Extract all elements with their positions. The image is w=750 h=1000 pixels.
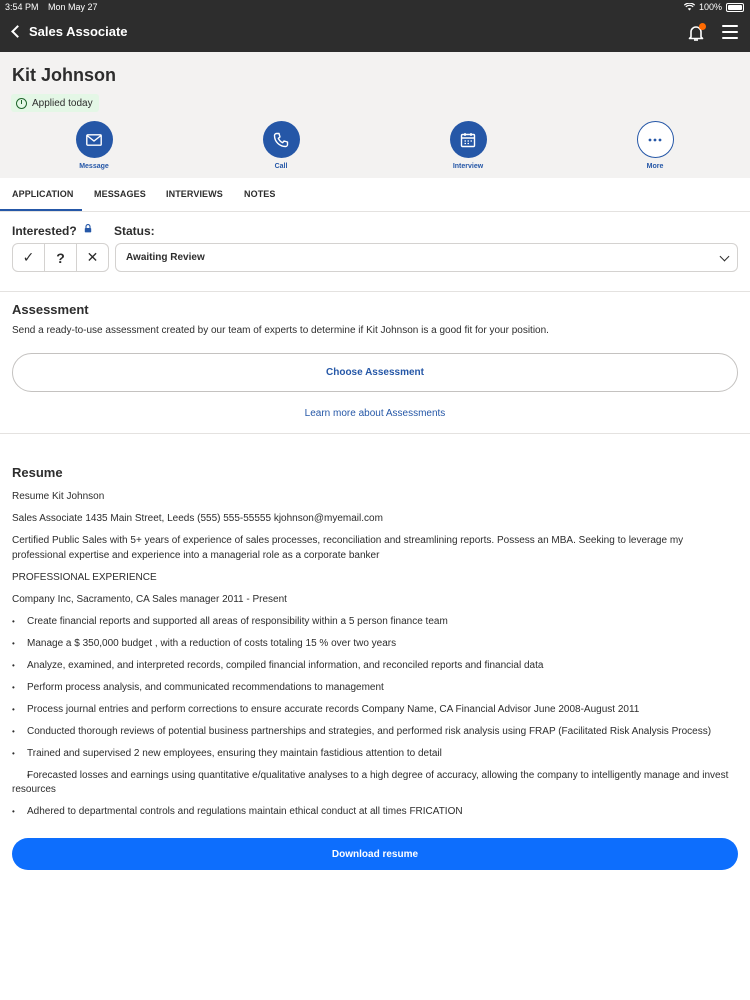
message-button[interactable] <box>76 121 113 158</box>
tab-application[interactable]: APPLICATION <box>12 189 74 199</box>
notification-dot <box>699 23 706 30</box>
resume-line: Sales Associate 1435 Main Street, Leeds (555) 555-55555 kjohnson@myemail.com <box>12 513 383 524</box>
resume-bullet: • Conducted thorough reviews of potential business partnerships and strategies, and performed risk analysis using FRAP (Facilitated Risk Analysis Process) <box>12 725 738 740</box>
chevron-left-icon <box>11 25 24 38</box>
call-button[interactable] <box>263 121 300 158</box>
assessment-title: Assessment <box>12 302 89 317</box>
status-date: Mon May 27 <box>48 2 98 12</box>
interview-label: Interview <box>452 163 484 170</box>
active-tab-indicator <box>0 209 82 211</box>
candidate-name: Kit Johnson <box>12 65 116 85</box>
notifications-button[interactable] <box>687 24 705 42</box>
wifi-icon <box>684 3 695 11</box>
battery-percent: 100% <box>698 2 722 12</box>
status-right <box>684 2 744 12</box>
choose-assessment-button[interactable]: Choose Assessment <box>12 353 738 392</box>
envelope-icon <box>86 134 102 146</box>
resume-body <box>12 490 738 827</box>
chevron-down-icon <box>720 252 730 262</box>
more-label: More <box>646 163 664 170</box>
download-resume-button[interactable]: Download resume <box>12 838 738 870</box>
more-icon <box>648 138 662 142</box>
nav-title: Sales Associate <box>29 24 128 39</box>
tab-interviews[interactable]: INTERVIEWS <box>166 189 223 199</box>
interested-yes-button[interactable]: ✓ <box>22 249 35 265</box>
tab-bar <box>0 178 750 212</box>
resume-line: PROFESSIONAL EXPERIENCE <box>12 571 157 583</box>
status-label: Status: <box>114 224 155 238</box>
resume-bullet: • Forecasted losses and earnings using quantitative e/qualitative analyses to a high degree of accuracy, allowing the company to intelligently manage and invest resources <box>12 769 738 798</box>
candidate-header <box>0 52 750 178</box>
interest-segmented-control <box>12 243 109 272</box>
resume-bullet: • Perform process analysis, and communicated recommendations to management <box>12 681 738 696</box>
calendar-icon <box>460 132 476 148</box>
resume-bullet: • Analyze, examined, and interpreted records, compiled financial information, and reconciled reports and financial data <box>12 659 738 674</box>
battery-icon <box>726 3 744 12</box>
resume-line: Resume Kit Johnson <box>12 491 105 502</box>
status-time: 3:54 PM <box>5 2 39 12</box>
resume-line: Company Inc, Sacramento, CA Sales manager 2011 - Present <box>12 593 287 605</box>
clock-icon <box>16 98 27 109</box>
nav-bar <box>0 16 750 52</box>
assessment-description: Send a ready-to-use assessment created by our team of experts to determine if Kit Johnson is a good fit for your position. <box>12 325 549 336</box>
more-action[interactable] <box>620 121 690 170</box>
resume-bullet: • Trained and supervised 2 new employees, ensuring they maintain fastidious attention to detail <box>12 747 738 762</box>
call-label: Call <box>274 163 288 170</box>
status-value: Awaiting Review <box>126 252 205 263</box>
interview-button[interactable] <box>450 121 487 158</box>
tab-messages[interactable]: MESSAGES <box>94 189 146 199</box>
lock-icon <box>84 224 92 233</box>
resume-bullet: • Process journal entries and perform corrections to ensure accurate records Company Name, CA Financial Advisor June 2008-August 2011 <box>12 703 738 718</box>
back-button[interactable] <box>10 24 128 39</box>
message-label: Message <box>79 163 109 170</box>
status-bar <box>0 0 750 16</box>
interested-label: Interested? <box>12 224 77 238</box>
resume-line: Certified Public Sales with 5+ years of experience of sales processes, reconciliation and streamlining reports. Possess an MBA. Seeking to leverage my professional expertise and experience into a managerial role as a corporate banker <box>12 535 684 561</box>
interview-action[interactable] <box>433 121 503 170</box>
message-action[interactable] <box>59 121 129 170</box>
status-dropdown[interactable] <box>115 243 738 272</box>
resume-bullet: • Manage a $ 350,000 budget , with a reduction of costs totaling 15 % over two years <box>12 637 738 652</box>
resume-bullet: • Create financial reports and supported all areas of responsibility within a 5 person finance team <box>12 615 738 630</box>
resume-title: Resume <box>12 465 63 480</box>
phone-icon <box>273 132 289 148</box>
applied-badge <box>11 94 99 112</box>
learn-more-assessments-link[interactable]: Learn more about Assessments <box>304 408 446 419</box>
interested-no-button[interactable]: ✕ <box>76 244 108 271</box>
tab-notes[interactable]: NOTES <box>244 189 276 199</box>
resume-bullet: • Adhered to departmental controls and regulations maintain ethical conduct at all times FRICATION <box>12 805 738 820</box>
section-divider <box>0 291 750 292</box>
applied-text: Applied today <box>32 97 93 109</box>
more-button[interactable] <box>637 121 674 158</box>
section-divider <box>0 433 750 434</box>
call-action[interactable] <box>246 121 316 170</box>
menu-button[interactable] <box>722 25 738 39</box>
interested-maybe-button[interactable]: ? <box>44 244 76 271</box>
